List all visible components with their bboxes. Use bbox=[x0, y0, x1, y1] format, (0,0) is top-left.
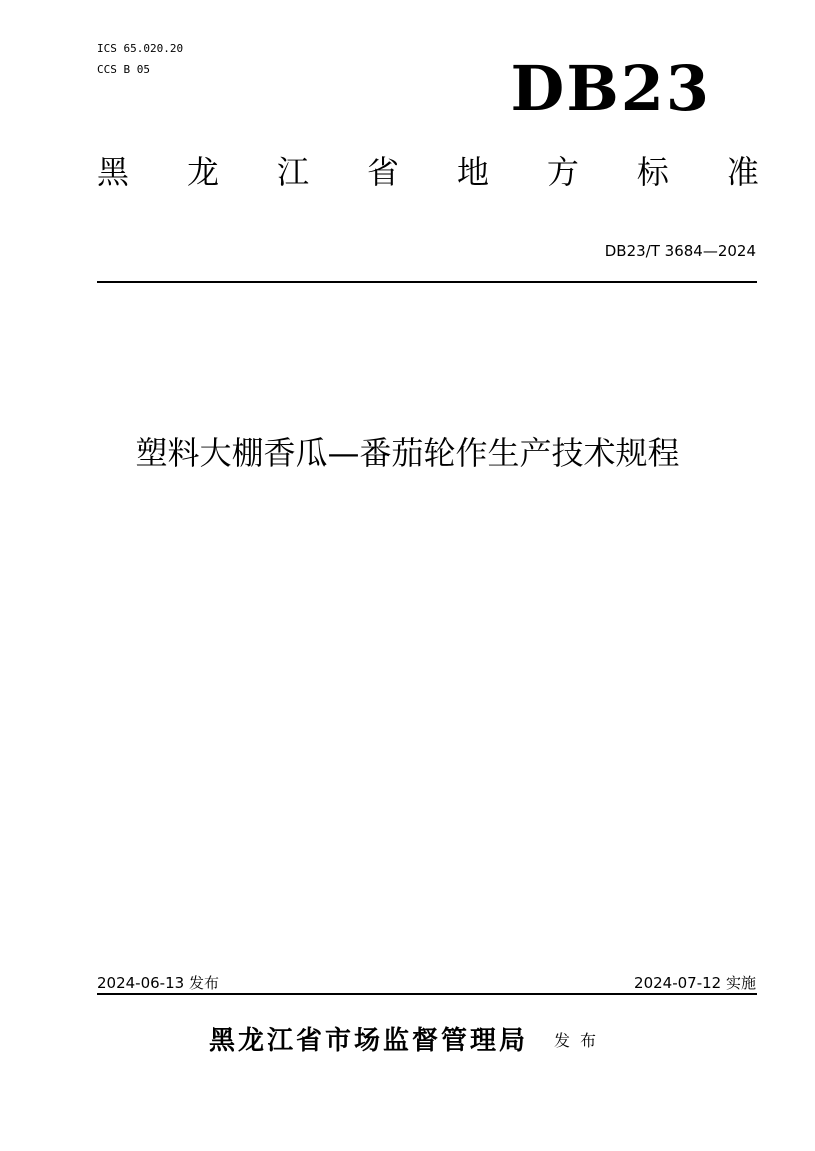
province-standard-char: 黑 bbox=[97, 153, 130, 191]
province-standard-char: 方 bbox=[546, 153, 579, 191]
province-standard-char: 省 bbox=[366, 153, 399, 191]
province-standard-heading bbox=[97, 150, 759, 194]
issuer-line bbox=[0, 1022, 815, 1060]
ccs-code: CCS B 05 bbox=[97, 63, 150, 76]
issuer-suffix: 发布 bbox=[554, 1031, 607, 1050]
province-standard-char: 标 bbox=[636, 153, 669, 191]
issuer-name: 黑龙江省市场监督管理局 bbox=[208, 1026, 528, 1056]
province-standard-char: 江 bbox=[276, 153, 309, 191]
standard-number: DB23/T 3684—2024 bbox=[604, 242, 756, 260]
top-divider bbox=[97, 281, 757, 283]
province-standard-char: 准 bbox=[726, 153, 759, 191]
implement-date: 2024-07-12 实施 bbox=[634, 974, 756, 992]
ics-code: ICS 65.020.20 bbox=[97, 42, 184, 55]
publish-date: 2024-06-13 发布 bbox=[97, 974, 219, 992]
province-standard-char: 地 bbox=[456, 153, 489, 191]
document-title: 塑料大棚香瓜—番茄轮作生产技术规程 bbox=[135, 434, 680, 472]
db-logo: DB23 bbox=[510, 52, 711, 125]
bottom-divider bbox=[97, 993, 757, 995]
province-standard-char: 龙 bbox=[186, 153, 219, 191]
